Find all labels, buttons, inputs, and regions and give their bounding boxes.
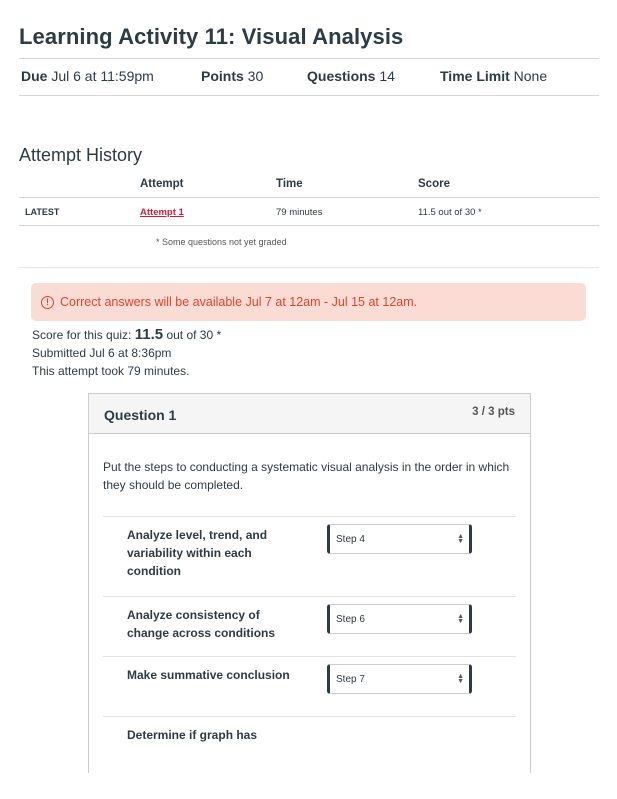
match-label: Analyze level, trend, and variability within each condition: [127, 528, 268, 578]
score-summary: [32, 326, 221, 380]
questions-value: 14: [379, 68, 395, 84]
match-row: [103, 516, 516, 596]
page-title: Learning Activity 11: Visual Analysis: [19, 24, 404, 49]
question-header: [89, 394, 530, 434]
points-info: [201, 68, 263, 84]
column-header-score: Score: [418, 178, 450, 190]
match-label: Analyze consistency of change across conditions: [127, 608, 276, 640]
duration-line: This attempt took 79 minutes.: [32, 364, 190, 378]
attempt-history-heading: Attempt History: [19, 145, 143, 165]
time-limit-value: None: [513, 68, 548, 84]
step-select[interactable]: [327, 664, 472, 694]
score-line: [32, 326, 221, 344]
select-arrows-icon: ▲ ▼: [457, 673, 464, 685]
match-row: [103, 596, 516, 656]
match-label: Make summative conclusion: [127, 668, 290, 682]
latest-tag: LATEST: [25, 207, 60, 217]
question-text: Put the steps to conducting a systematic visual analysis in the order in which they should be completed.: [103, 460, 510, 492]
column-header-attempt: Attempt: [140, 178, 184, 190]
points-value: 30: [247, 68, 264, 84]
divider: [19, 197, 599, 198]
score-value: 11.5: [134, 326, 164, 343]
select-arrows-icon: ▲ ▼: [457, 613, 464, 625]
score-suffix: out of 30 *: [166, 328, 222, 342]
answers-availability-alert: [31, 283, 586, 321]
selected-value: Step 6: [336, 613, 365, 625]
match-row: [103, 716, 516, 773]
submitted-line: Submitted Jul 6 at 8:36pm: [32, 346, 172, 360]
due-value: Jul 6 at 11:59pm: [51, 68, 154, 84]
step-select[interactable]: [327, 524, 472, 554]
attempt-score: 11.5 out of 30 *: [418, 207, 482, 218]
attempt-time: 79 minutes: [276, 207, 323, 218]
ungraded-footnote: * Some questions not yet graded: [156, 237, 287, 247]
due-label: Due: [21, 68, 48, 84]
divider: [19, 95, 599, 96]
attempt-link[interactable]: Attempt 1: [140, 207, 184, 218]
divider: [19, 58, 599, 59]
score-prefix: Score for this quiz:: [32, 328, 132, 342]
selected-value: Step 4: [336, 533, 365, 545]
step-select[interactable]: [327, 604, 472, 634]
question-points: 3 / 3 pts: [472, 406, 515, 418]
match-row: [103, 656, 516, 716]
divider: [19, 267, 599, 268]
time-limit-label: Time Limit: [440, 68, 510, 84]
question-panel: [88, 393, 531, 773]
divider: [19, 225, 599, 226]
questions-label: Questions: [307, 68, 376, 84]
due-info: [21, 68, 154, 84]
info-circle-icon: !: [41, 296, 54, 309]
time-limit-info: [440, 68, 547, 84]
select-arrows-icon: ▲ ▼: [457, 533, 464, 545]
points-label: Points: [201, 68, 244, 84]
match-label: Determine if graph has: [127, 728, 258, 742]
alert-text: Correct answers will be available Jul 7 at 12am - Jul 15 at 12am.: [60, 295, 418, 309]
questions-info: [307, 68, 395, 84]
selected-value: Step 7: [336, 673, 365, 685]
question-title: Question 1: [104, 407, 177, 423]
column-header-time: Time: [276, 178, 303, 190]
